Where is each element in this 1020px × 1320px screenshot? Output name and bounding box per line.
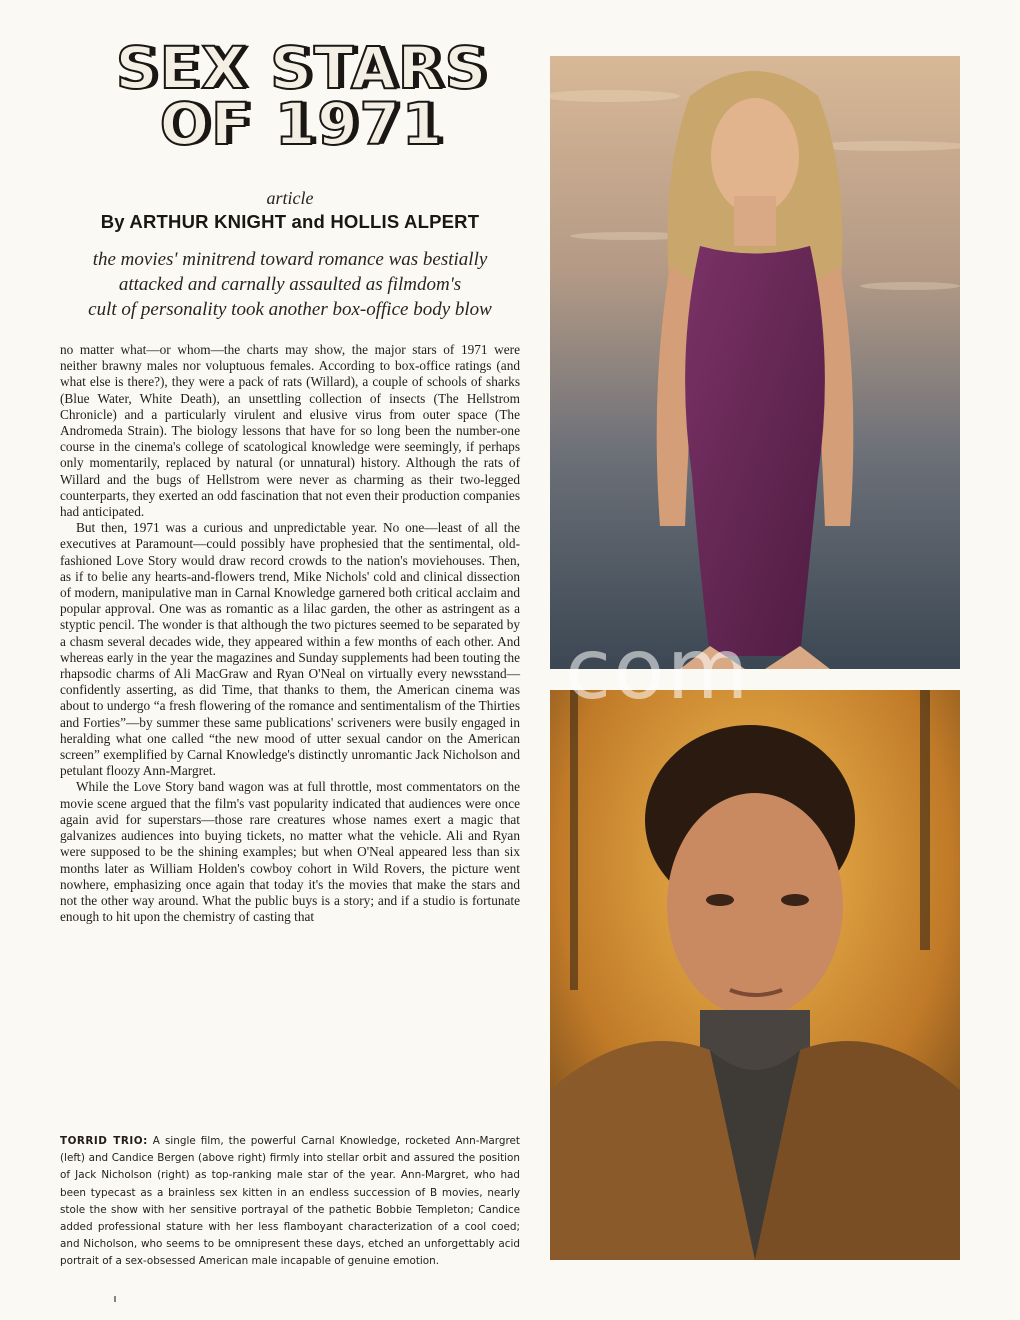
body-paragraph: But then, 1971 was a curious and unpredictable year. No one—least of all the executives at Paramount—could possibly have prophesied that the sentimental, old-fashioned Love Story would draw record crowds to the nation's moviehouses. Then, as if to belie any hearts-and-flowers trend, Mike Nichols' cold and clinical dissection of modern, manipulative man in Carnal Knowledge garnered both critical acclaim and popular approval. One was as romantic as a lilac garden, the other as astringent as a styptic pencil. The wonder is that although the two pictures seemed to be separated by a chasm several decades wide, they appeared within a few months of each other. And whereas early in the year the magazines and Sunday supplements had been touting the rhapsodic charms of Ali MacGraw and Ryan O'Neal on virtually every newsstand—confidently asserting, as did Time, that thanks to them, the American cinema was about to undergo “a fresh flowering of the romance and sentimentalism of the Thirties and Forties”—by summer these same publications' scriveners were busily engaged in heralding what one called “the new mood of utter sexual candor on the American screen” exemplified by Carnal Knowledge's distinctly unromantic Jack Nicholson and petulant floozy Ann-Margret. — [60, 520, 520, 779]
byline: By ARTHUR KNIGHT and HOLLIS ALPERT — [100, 211, 480, 232]
article-column — [60, 34, 520, 925]
body-paragraph: no matter what—or whom—the charts may show, the major stars of 1971 were neither brawny males nor voluptuous females. According to box-office ratings (and what else is there?), they were a pack of rats (Willard), a couple of schools of sharks (Blue Water, White Death), an unsettling collection of insects (The Hellstrom Chronicle) and a particularly virulent and elusive virus from outer space (The Andromeda Strain). The biology lessons that have for so long been the number-one course in the cinema's college of scatological knowledge were seemingly, if perhaps only momentarily, replaced by natural (or unnatural) history. Although the rats of Willard and the bugs of Hellstrom were never as charming as their two-legged counterparts, they exerted an odd fascination that not even their production companies had anticipated. — [60, 342, 520, 520]
photo-caption — [60, 1133, 520, 1271]
photo-candice-bergen — [550, 56, 960, 669]
deck — [60, 247, 520, 322]
caption-lead: TORRID TRIO: — [60, 1135, 148, 1147]
caption-text: A single film, the powerful Carnal Knowledge, rocketed Ann-Margret (left) and Candice Bergen (above right) firmly into stellar orbit and assured the position of Jack Nicholson (right) as top-ranking male star of the year. Ann-Margret, who had been typecast as a brainless sex kitten in an endless succession of B movies, nearly stole the show with her sensitive portrayal of the pathetic Bobbie Templeton; Candice added professional stature with her less flamboyant characterization of a cool coed; and Nicholson, who seems to be omnipresent these days, etched an unforgettably acid portrait of a sex-obsessed American male incapable of genuine emotion. — [60, 1135, 520, 1268]
deck-line: the movies' minitrend toward romance was bestially — [92, 249, 488, 270]
headline-line-1: SEX STARS — [115, 34, 489, 102]
deck-line: cult of personality took another box-office body blow — [88, 299, 492, 320]
deck-line: attacked and carnally assaulted as filmdom's — [118, 274, 462, 295]
watermark: com — [565, 620, 751, 718]
photo-jack-nicholson — [550, 690, 960, 1260]
headline — [72, 34, 532, 158]
headline-line-2: OF 1971 — [159, 90, 445, 158]
kicker: article — [266, 188, 314, 208]
body-paragraph: While the Love Story band wagon was at full throttle, most commentators on the movie scene argued that the film's vast popularity indicated that audiences were once again avid for superstars—those rare creatures whose names exert a magic that galvanizes audiences into buying tickets, no matter what the vehicle. Ali and Ryan were supposed to be the shining examples; but when O'Neal appeared less than six months later as William Holden's cowboy cohort in Wild Rovers, the picture went nowhere, emphasizing once again that today it's the movies that make the stars and not the other way around. What the public buys is a story; and if a studio is fortunate enough to hit upon the chemistry of casting that — [60, 779, 520, 925]
page-mark — [114, 1296, 116, 1302]
article-body — [60, 342, 520, 925]
